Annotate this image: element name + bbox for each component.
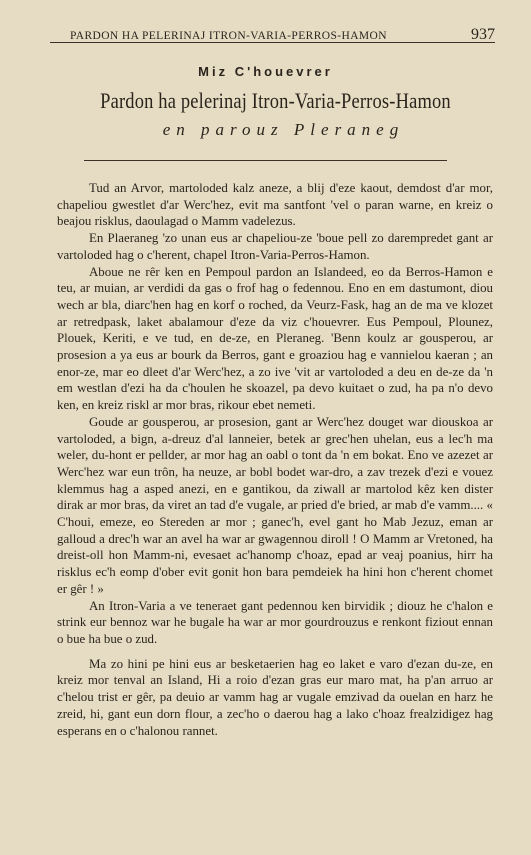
section-heading: Miz C'houevrer	[198, 64, 333, 79]
header-rule	[50, 42, 495, 43]
paragraph: Aboue ne rêr ken en Pempoul pardon an Islandeed, eo da Berros-Hamon e teu, ar muian, ar verdidi da gas o frof hag o fedennou. Eno en em dastumont, diou wech ar bla, diarc'hen hag en korf o roched, da Veurz-Fask, hag an de ma ve klozet ar retredpask, laket abalamour d'eze da viz c'houevrer. Eus Pempoul, Plounez, Plouek, Keriti, e ve tud, en de-ze, en Pleraneg. 'Benn koulz ar gousperou, ar prosesion a ya eus ar bourk da Berros, gant e groaziou hag e vannielou kaeran ; an enor-ze, mar eo dleet d'ar Werc'hez, a zo ive 'vit ar vartoloded a deu en de-ze da 'n em westlan d'ezi ha da c'houlen he skoazel, pa devo kuitaet o zud, ha pa n'o devo ken, en kreiz riskl ar mor bras, rikour ebet nemeti.	[57, 264, 493, 413]
paragraph: An Itron-Varia a ve teneraet gant pedennou ken birvidik ; diouz he c'halon e strink eur bennoz war he bugale ha war ar mor gourdrouzus e renkont fiziout ennan o bue ha bue o zud.	[57, 598, 493, 646]
running-title: PARDON HA PELERINAJ ITRON-VARIA-PERROS-HAMON	[70, 30, 387, 42]
paragraph: En Plaeraneg 'zo unan eus ar chapeliou-ze 'boue pell zo darempredet gant ar vartoloded hag o c'herent, chapel Itron-Varia-Perros-Hamon.	[57, 231, 493, 262]
paragraph: Tud an Arvor, martoloded kalz aneze, a blij d'eze kaout, demdost d'ar mor, chapeliou gwestlet d'ar Werc'hez, evit ma santfont 'vel o paran warne, en kreiz o beajou risklus, daoulagad o Mamm vadelezus.	[57, 181, 493, 229]
page-number: 937	[471, 26, 495, 43]
article-body	[57, 180, 493, 739]
paragraph: Ma zo hini pe hini eus ar besketaerien hag eo laket e varo d'ezan du-ze, en kreiz mor tenval an Island, Hi a roio d'ezan gras eur maro mat, ha p'an arruo ar c'helou trist er gêr, pa deuio ar vamm hag ar vugale emzivad da ouelan en harz he zreid, hi, gant eun dorn flour, a zec'ho o daerou hag a lako c'hoaz frealzidigez hag esperans en o c'halonou rannet.	[57, 656, 493, 738]
paragraph: Goude ar gousperou, ar prosesion, gant ar Werc'hez douget war diouskoa ar vartoloded, a bign, a-dreuz d'al lanneier, betek ar grec'hen uhelan, eus a lec'h ma weler, du-hont er pellder, ar mor hag an oabl o tont da 'n em bokat. Eno ve azezet ar Werc'hez war eun trôn, ha neuze, ar bobl bodet war-dro, a zav trezek d'ezi e vouez klemmus hag a asped anezi, en e gantikou, da ziwall ar martolod kêz ken dister dirak ar mor bras, da viret an tad d'e vugale, ar pried d'e bried, ar mab d'e vamm.... « C'houi, emeze, eo Stereden ar mor ; ganec'h, evel gant ho Mab Jezuz, eman ar galloud a drec'h war an avel ha war ar gwagennou diroll ! O Mamm ar Vretoned, ha dreist-oll hon Mamm-ni, evesaet ac'hanomp c'hoaz, epad ar veaj poanius, hirr ha risklus ec'h eomp d'ober evit gonit hon bara pemdeiek ha hini hon c'herent chomet er gêr ! »	[57, 414, 493, 596]
article-title: Pardon ha pelerinaj Itron-Varia-Perros-Hamon	[100, 88, 451, 113]
article-subtitle: en parouz Pleraneg	[162, 120, 405, 139]
title-rule	[84, 160, 447, 161]
